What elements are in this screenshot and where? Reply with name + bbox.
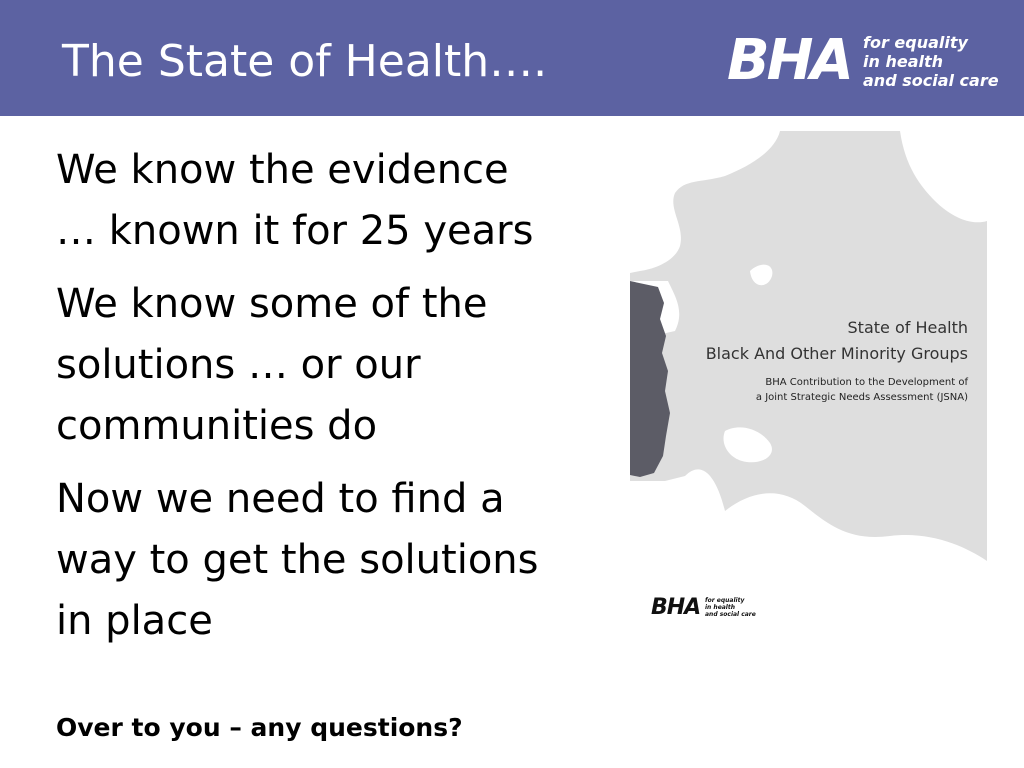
slide-title: The State of Health…. <box>62 36 548 87</box>
report-bha-logo-mark: BHA <box>651 595 701 620</box>
closing-question: Over to you – any questions? <box>56 713 463 742</box>
land-south-coast <box>724 427 772 462</box>
bullet-line: We know the evidence <box>56 147 509 193</box>
report-bha-logo <box>651 593 771 623</box>
bullet-line: We know some of the <box>56 281 488 327</box>
bullet-line: way to get the solutions <box>56 537 539 583</box>
island <box>750 265 772 286</box>
bha-logo-tagline-line: in health <box>863 52 944 71</box>
report-subtitle <box>756 375 968 405</box>
report-bha-logo-tagline-line: for equality <box>705 597 745 604</box>
report-bha-logo-tagline-line: in health <box>705 604 736 611</box>
bha-logo <box>727 30 997 92</box>
bullet-line: … known it for 25 years <box>56 208 534 254</box>
report-cover-image <box>630 131 987 639</box>
bha-logo-tagline-line: and social care <box>863 71 999 90</box>
bullet-line: Now we need to find a <box>56 476 505 522</box>
bullet-line: communities do <box>56 403 378 449</box>
bullet-evidence <box>56 140 616 262</box>
land-northeast <box>900 131 987 222</box>
bullet-list <box>56 140 616 664</box>
report-title-line: Black And Other Minority Groups <box>705 344 968 363</box>
land-north <box>630 131 780 273</box>
report-bha-logo-tagline <box>705 597 756 618</box>
report-title <box>706 315 968 367</box>
report-bha-logo-tagline-line: and social care <box>705 611 756 618</box>
bullet-next-steps <box>56 469 616 652</box>
bullet-line: solutions … or our <box>56 342 421 388</box>
report-subtitle-line: BHA Contribution to the Development of <box>765 377 968 388</box>
title-bar <box>0 0 1024 116</box>
bha-logo-tagline <box>863 33 999 90</box>
report-subtitle-line: a Joint Strategic Needs Assessment (JSNA) <box>755 392 968 403</box>
bullet-line: in place <box>56 598 213 644</box>
report-title-line: State of Health <box>847 318 968 337</box>
bullet-solutions <box>56 274 616 457</box>
bha-logo-tagline-line: for equality <box>863 33 968 52</box>
bha-logo-mark: BHA <box>727 28 851 93</box>
